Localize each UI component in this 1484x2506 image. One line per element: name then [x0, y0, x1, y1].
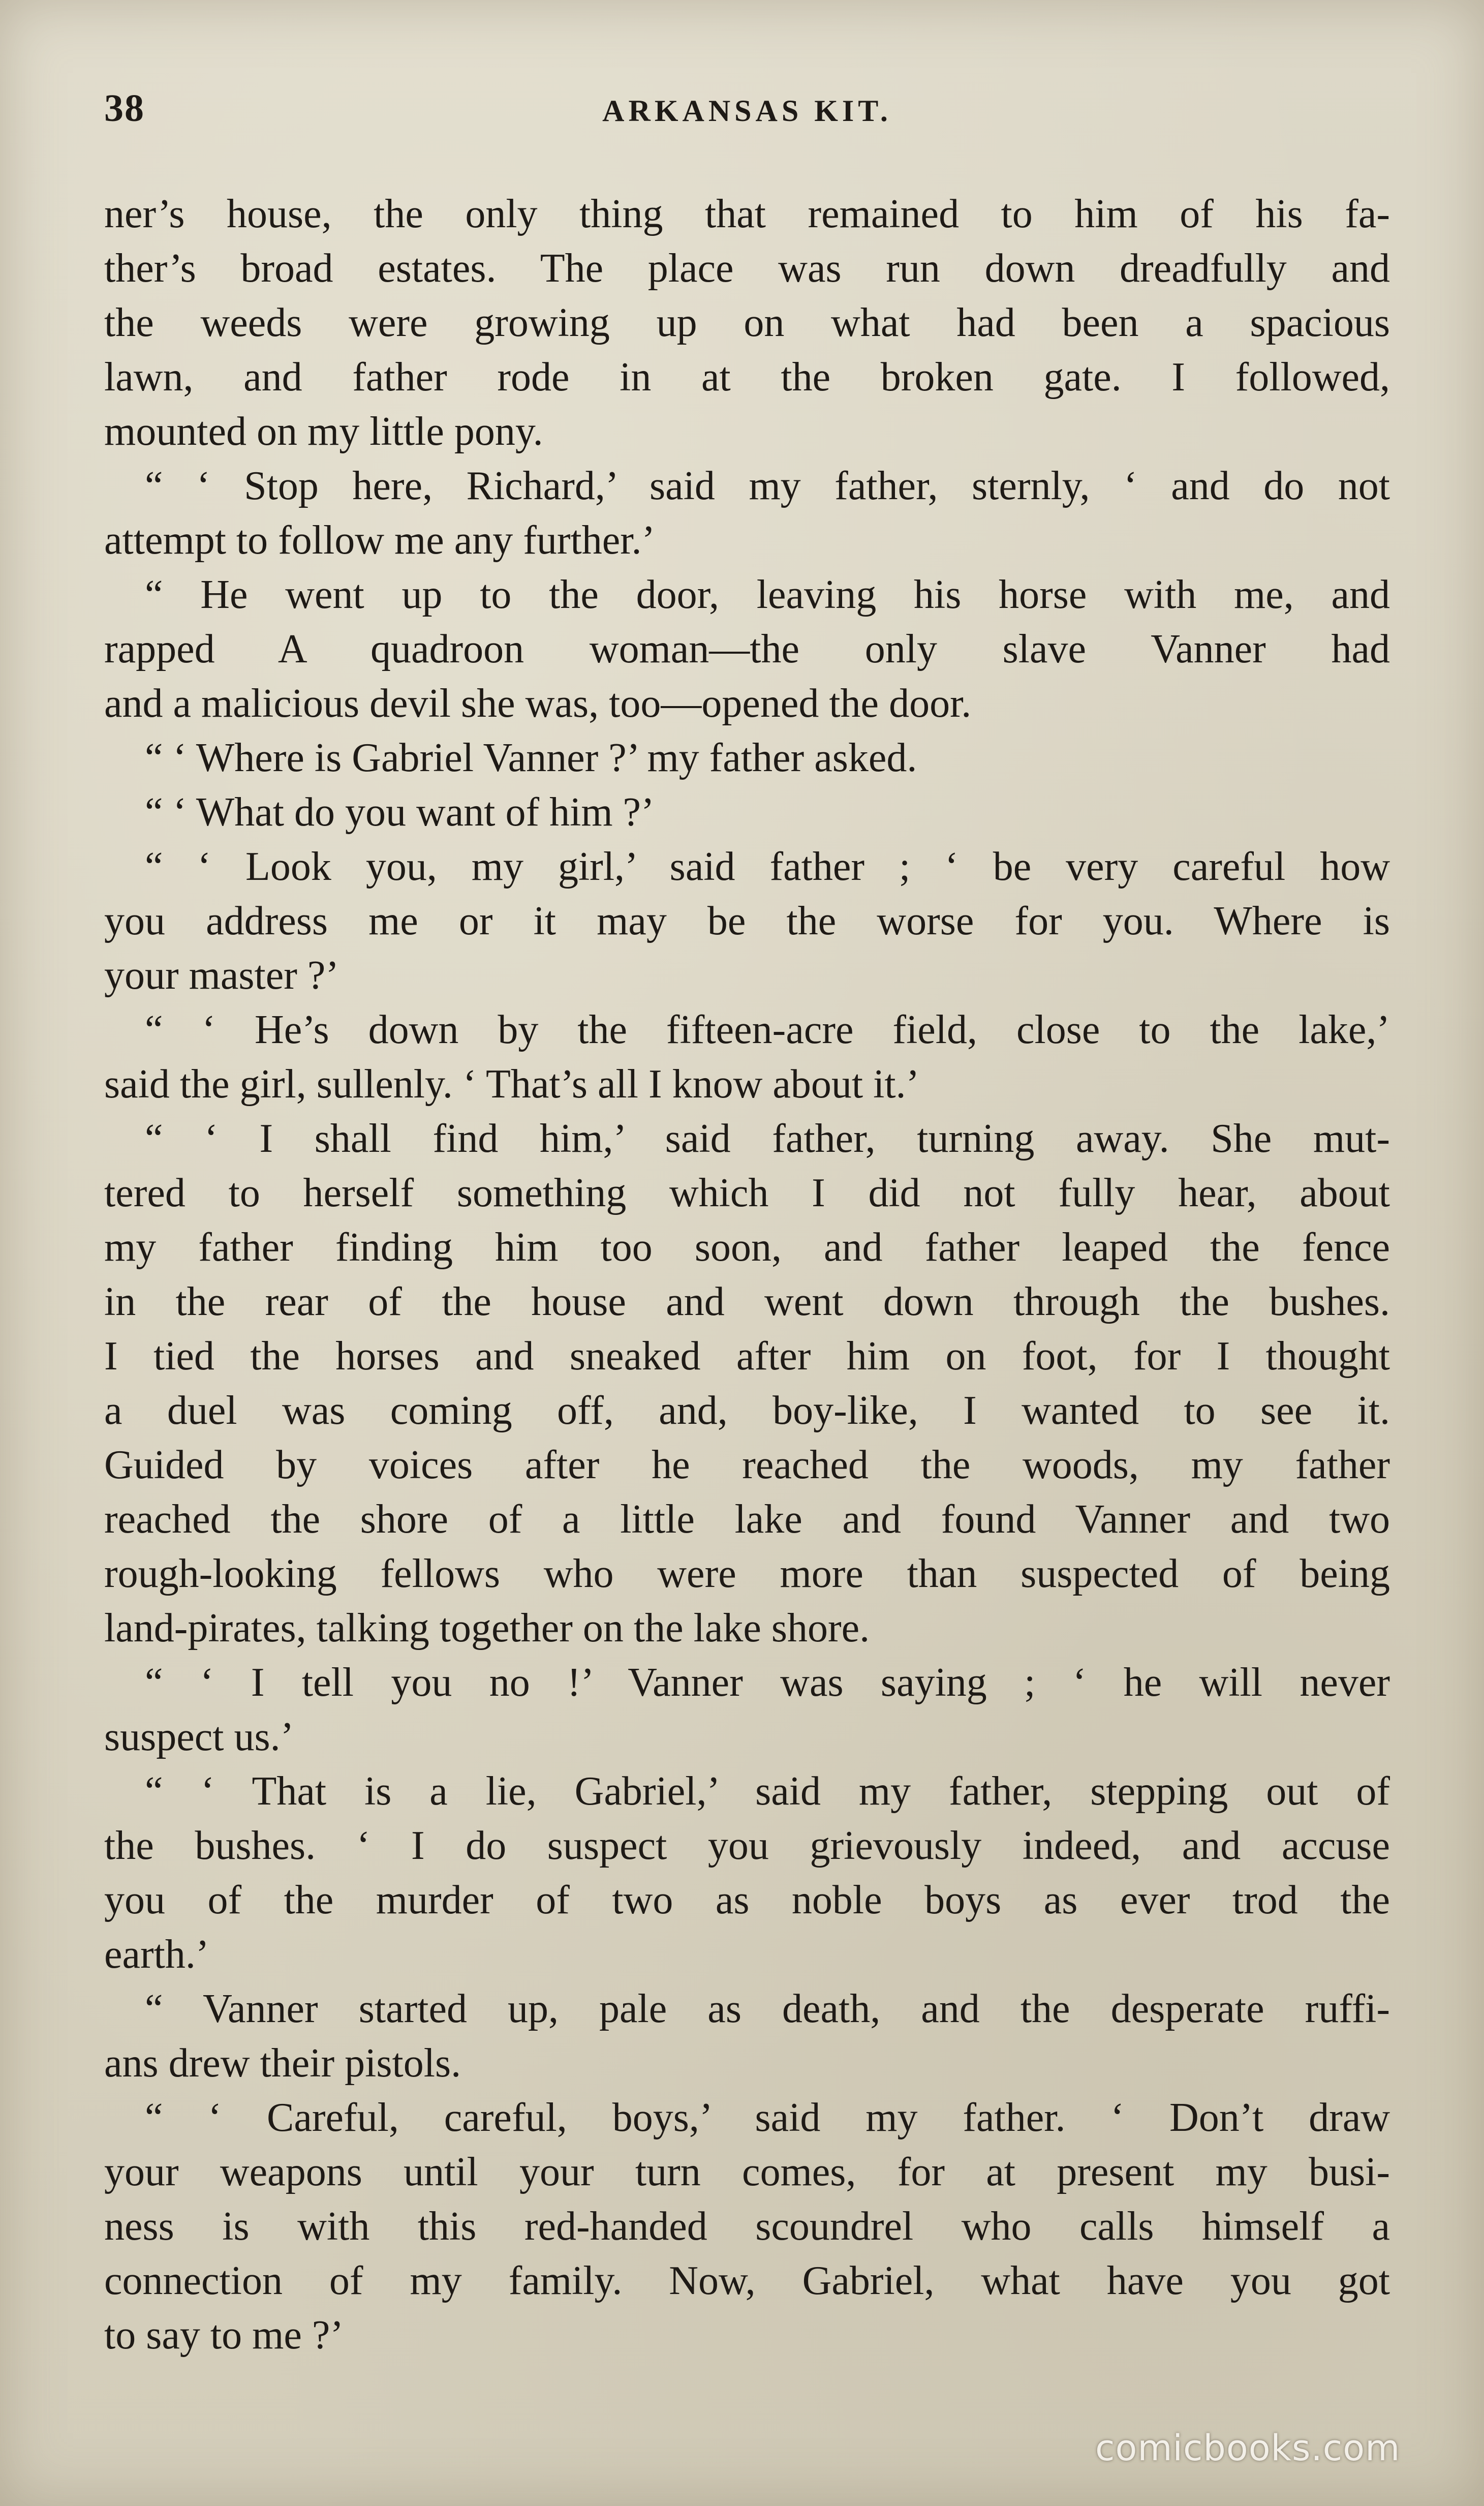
text-line: ness is with this red-handed scoundrel who calls himself a [104, 2204, 1390, 2249]
watermark: comicbooks.com [1095, 2427, 1401, 2469]
text-line: “ ‘ That is a lie, Gabriel,’ said my father, stepping out of [145, 1769, 1390, 1814]
text-line: “ ‘ I shall find him,’ said father, turning away. She mut- [145, 1116, 1390, 1161]
text-line: to say to me ?’ [104, 2313, 344, 2358]
text-line: your weapons until your turn comes, for at present my busi- [104, 2150, 1390, 2194]
page-number: 38 [104, 87, 145, 130]
text-line: said the girl, sullenly. ‘ That’s all I know about it.’ [104, 1062, 920, 1107]
text-line: in the rear of the house and went down through the bushes. [104, 1279, 1390, 1324]
text-line: “ ‘ He’s down by the fifteen-acre field, close to the lake,’ [145, 1007, 1390, 1052]
text-line: earth.’ [104, 1932, 209, 1977]
text-line: mounted on my little pony. [104, 409, 543, 454]
text-line: a duel was coming off, and, boy-like, I wanted to see it. [104, 1388, 1390, 1433]
text-line: attempt to follow me any further.’ [104, 518, 656, 563]
text-line: I tied the horses and sneaked after him on foot, for I thought [104, 1334, 1390, 1379]
text-line: “ ‘ Look you, my girl,’ said father ; ‘ be very careful how [145, 844, 1390, 889]
text-line: “ ‘ Careful, careful, boys,’ said my father. ‘ Don’t draw [145, 2095, 1390, 2140]
text-line: tered to herself something which I did not fully hear, about [104, 1171, 1390, 1215]
text-line: suspect us.’ [104, 1715, 294, 1759]
text-line: “ He went up to the door, leaving his horse with me, and [145, 572, 1390, 617]
text-line: “ ‘ Stop here, Richard,’ said my father, sternly, ‘ and do not [145, 464, 1390, 508]
text-line: ther’s broad estates. The place was run down dreadfully and [104, 246, 1390, 291]
text-line: the bushes. ‘ I do suspect you grievously indeed, and accuse [104, 1823, 1390, 1868]
text-line: Guided by voices after he reached the woods, my father [104, 1443, 1390, 1487]
text-line: “ ‘ What do you want of him ?’ [145, 790, 655, 835]
text-line: connection of my family. Now, Gabriel, what have you got [104, 2258, 1390, 2303]
text-line: ner’s house, the only thing that remained to him of his fa- [104, 192, 1390, 236]
text-line: your master ?’ [104, 953, 339, 998]
text-line: rough-looking fellows who were more than suspected of being [104, 1551, 1390, 1596]
page-header [104, 81, 1390, 137]
text-line: reached the shore of a little lake and found Vanner and two [104, 1497, 1390, 1542]
text-line: “ ‘ Where is Gabriel Vanner ?’ my father asked. [145, 736, 917, 780]
text-line: “ Vanner started up, pale as death, and the desperate ruffi- [145, 1987, 1390, 2031]
text-line: lawn, and father rode in at the broken gate. I followed, [104, 355, 1390, 400]
text-line: the weeds were growing up on what had been a spacious [104, 300, 1390, 345]
text-line: ans drew their pistols. [104, 2041, 461, 2086]
text-line: and a malicious devil she was, too—opened the door. [104, 681, 972, 726]
text-line: “ ‘ I tell you no !’ Vanner was saying ; ‘ he will never [145, 1660, 1390, 1705]
running-head: ARKANSAS KIT. [602, 94, 892, 128]
text-line: you address me or it may be the worse for you. Where is [104, 899, 1390, 943]
text-line: my father finding him too soon, and father leaped the fence [104, 1225, 1390, 1270]
text-line: you of the murder of two as noble boys as ever trod the [104, 1878, 1390, 1922]
text-line: land-pirates, talking together on the lake shore. [104, 1606, 870, 1651]
text-line: rapped A quadroon woman—the only slave Vanner had [104, 627, 1390, 671]
body-text [104, 187, 1390, 2363]
